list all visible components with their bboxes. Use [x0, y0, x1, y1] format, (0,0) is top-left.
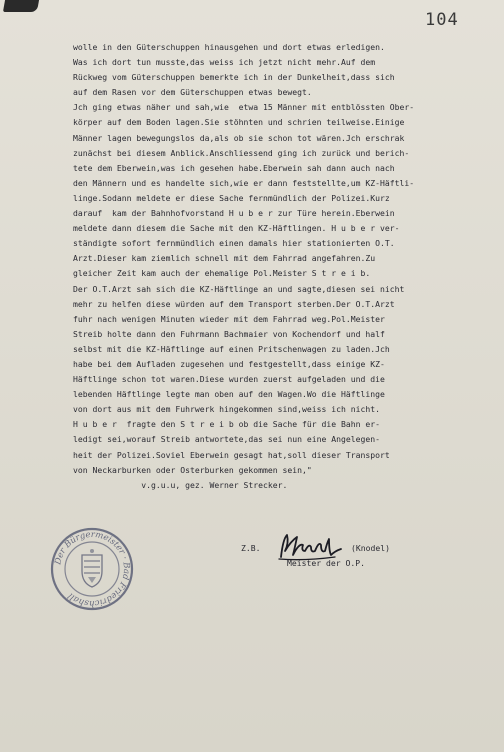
text-line: Der O.T.Arzt sah sich die KZ-Häftlinge an und sagte,diesen sei nicht [73, 283, 405, 294]
text-line: Arzt.Dieser kam ziemlich schnell mit dem Fahrrad angefahren.Zu [73, 253, 376, 264]
text-line: wolle in den Güterschuppen hinausgehen und dort etwas erledigen. [73, 42, 385, 52]
text-line: Streib holte dann den Fuhrmann Bachmaier von Kochendorf und half [73, 328, 385, 339]
svg-text:Der Bürgermeister · Bad Friedr: Der Bürgermeister · Bad Friedrichshall [53, 529, 132, 609]
signature-block [241, 533, 481, 593]
text-line: von Neckarburken oder Osterburken gekommen sein," [73, 464, 312, 475]
text-line: Was ich dort tun musste,das weiss ich jetzt nicht mehr.Auf dem [73, 57, 376, 68]
text-line: fuhr nach wenigen Minuten wieder mit dem Fahrrad weg.Pol.Meister [73, 313, 385, 324]
text-line: von dort aus mit dem Fuhrwerk hingekommen sind,weiss ich nicht. [73, 404, 380, 415]
text-line: den Männern und es handelte sich,wie er dann feststellte,um KZ-Häftli- [73, 177, 415, 188]
text-line: Jch ging etwas näher und sah,wie etwa 15 Männer mit entblössten Ober- [73, 102, 415, 113]
text-line: auf dem Rasen vor dem Güterschuppen etwas bewegt. [73, 87, 312, 98]
text-line: darauf kam der Bahnhofvorstand H u b e r zur Türe herein.Eberwein [73, 208, 395, 219]
municipal-stamp-icon [48, 525, 136, 613]
text-line: H u b e r fragte den S t r e i b ob die Sache für die Bahn er- [73, 419, 380, 430]
text-line: tete dem Eberwein,was ich gesehen habe.Eberwein sah dann auch nach [73, 162, 395, 173]
signer-name: (Knodel) [351, 543, 390, 553]
signer-title: Meister der O.P. [287, 558, 365, 568]
text-line: körper auf dem Boden lagen.Sie stöhnten und schrien teilweise.Einige [73, 117, 405, 128]
text-line: Häftlinge schon tot waren.Diese wurden zuerst aufgeladen und die [73, 374, 385, 385]
text-line: mehr zu helfen diese würden auf dem Transport sterben.Der O.T.Arzt [73, 298, 395, 309]
corner-ink-mark [3, 0, 39, 12]
text-line: selbst mit die KZ-Häftlinge auf einen Pritschenwagen zu laden.Jch [73, 343, 390, 354]
text-line: meldete dann diesem die Sache mit den KZ-Häftlingen. H u b e r ver- [73, 223, 400, 234]
text-line: lebenden Häftlinge legte man oben auf den Wagen.Wo die Häftlinge [73, 389, 385, 400]
text-line: Rückweg vom Güterschuppen bemerkte ich in der Dunkelheit,dass sich [73, 72, 395, 83]
page-number: 104 [425, 10, 459, 30]
text-line: zunächst bei diesem Anblick.Anschliessend ging ich zurück und berich- [73, 147, 410, 158]
text-line: habe bei dem Aufladen zugesehen und festgestellt,dass einige KZ- [73, 358, 385, 369]
zb-label: Z.B. [241, 543, 261, 553]
text-line: v.g.u.u, gez. Werner Strecker. [73, 479, 288, 490]
text-line: linge.Sodann meldete er diese Sache fernmündlich der Polizei.Kurz [73, 192, 390, 203]
text-line: ledigt sei,worauf Streib antwortete,das sei nun eine Angelegen- [73, 434, 380, 445]
text-line: gleicher Zeit kam auch der ehemalige Pol.Meister S t r e i b. [73, 268, 371, 279]
text-line: ständigte sofort fernmündlich einen damals hier stationierten O.T. [73, 238, 395, 249]
body-text [73, 40, 503, 493]
text-line: Männer lagen bewegungslos da,als ob sie schon tot wären.Jch erschrak [73, 132, 405, 143]
text-line: heit der Polizei.Soviel Eberwein gesagt hat,soll dieser Transport [73, 449, 390, 460]
